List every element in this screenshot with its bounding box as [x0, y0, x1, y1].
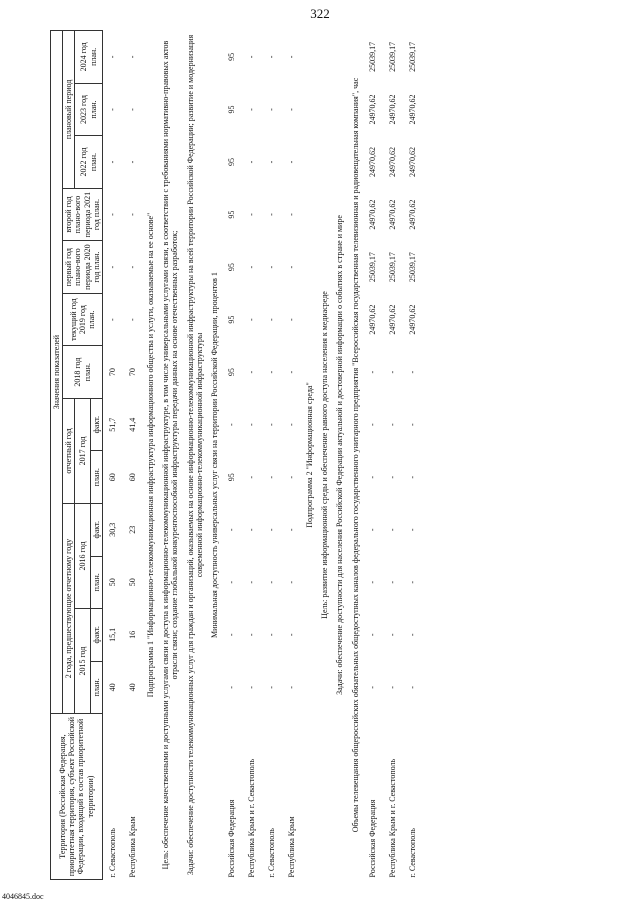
value-cell: - [247, 370, 257, 374]
table-row [403, 31, 423, 880]
value-cell: - [267, 318, 277, 321]
header-2024: 2024 год план. [75, 31, 103, 84]
value-cell: 25039,17 [408, 41, 418, 72]
section-task-2 [332, 31, 347, 880]
value-cell: - [227, 423, 237, 427]
table-row [383, 31, 403, 880]
value-cell: - [388, 686, 398, 689]
value-cell: - [267, 213, 277, 216]
value-cell: - [408, 686, 418, 689]
value-cell: - [267, 475, 277, 479]
value-cell: - [388, 580, 398, 584]
value-cell: - [368, 686, 378, 689]
header-reporting-year: отчетный год [63, 398, 75, 503]
value-cell: - [128, 160, 138, 164]
value-cell: - [247, 528, 257, 532]
section-text: Задачи: обеспечение доступности для населения Российской Федерации актуальной и достоверной информации о событиях в стране и мире [335, 215, 345, 695]
value-cell: - [227, 580, 237, 584]
header-values-title: Значения показателей [51, 31, 63, 714]
value-cell: 95 [227, 210, 237, 219]
value-cell: - [368, 633, 378, 637]
value-cell: 24970,62 [368, 147, 378, 178]
value-cell: 95 [227, 473, 237, 482]
value-cell: - [128, 55, 138, 59]
value-cell: - [267, 265, 277, 269]
document-code: 4046845.doc [2, 892, 44, 901]
value-cell: 16 [128, 630, 138, 639]
header-current-year: текущий год 2019 год план. [63, 293, 103, 346]
value-cell: - [388, 423, 398, 427]
header-plan: план. [90, 661, 102, 714]
territory-cell: г. Севастополь [408, 828, 418, 878]
header-fact: факт. [90, 398, 102, 451]
value-cell: 25039,17 [368, 41, 378, 72]
header-2022: 2022 год план. [75, 136, 103, 189]
value-cell: - [408, 528, 418, 532]
table-body [102, 31, 422, 880]
table-row [222, 31, 242, 880]
header-2017: 2017 год [75, 398, 90, 503]
value-cell: - [227, 686, 237, 689]
value-cell: - [108, 55, 118, 59]
value-cell: - [388, 633, 398, 637]
value-cell: - [368, 528, 378, 532]
section-indicator-1 [207, 31, 222, 880]
value-cell: 25039,17 [408, 252, 418, 283]
value-cell: - [287, 423, 297, 427]
indicators-table [50, 30, 423, 880]
value-cell: - [108, 318, 118, 321]
section-text: Подпрограмма 1 "Информационно-телекоммуникационная инфраструктура информационного общества и услуги, оказываемые на ее основе" [145, 212, 155, 698]
value-cell: 95 [227, 263, 237, 272]
value-cell: - [247, 633, 257, 637]
section-indicator-2 [348, 31, 363, 880]
value-cell: 25039,17 [388, 41, 398, 72]
value-cell: - [247, 265, 257, 269]
section-text: Подпрограмма 2 "Информационная среда" [305, 382, 315, 528]
value-cell: 24970,62 [388, 147, 398, 178]
section-goal-1 [158, 31, 182, 880]
value-cell: - [287, 475, 297, 479]
value-cell: - [368, 423, 378, 427]
value-cell: - [267, 528, 277, 532]
value-cell: 24970,62 [368, 94, 378, 125]
page-number: 322 [310, 6, 330, 21]
value-cell: - [287, 686, 297, 689]
table-header [51, 31, 103, 880]
value-cell: - [128, 213, 138, 216]
value-cell: 24970,62 [408, 147, 418, 178]
value-cell: - [128, 318, 138, 321]
header-territory: Территория (Российская Федерация, приоритетная территория, субъект Российской Федерации, входящий в состав приоритетной территории) [51, 714, 103, 880]
value-cell: 51,7 [108, 417, 118, 432]
value-cell: 70 [108, 368, 118, 377]
territory-cell: Российская Федерация [227, 799, 237, 878]
section-text: Цель: развитие информационной среды и обеспечение равного доступа населения к медиасреде [320, 291, 330, 619]
value-cell: 60 [108, 473, 118, 482]
header-plan: план. [90, 451, 102, 504]
section-text: Минимальная доступность универсальных услуг связи на территории Российской Федерации, процентов 1 [209, 272, 219, 638]
header-plan: план. [90, 556, 102, 609]
header-2018: 2018 год план. [63, 346, 103, 399]
value-cell: 24970,62 [368, 304, 378, 335]
section-text: Задачи: обеспечение доступности телекоммуникационных услуг для граждан и организаций, оказываемых на основе информационно-телекоммуникационной инфраструктуры на всей территории Российской Федерации; развитие и модернизация современной информационно-телекоммуникационной инфраструктуры [185, 34, 204, 876]
value-cell: 50 [108, 578, 118, 587]
value-cell: 24970,62 [388, 304, 398, 335]
value-cell: - [247, 55, 257, 59]
section-task-1 [183, 31, 207, 880]
value-cell: - [287, 370, 297, 374]
value-cell: - [368, 475, 378, 479]
value-cell: 24970,62 [388, 94, 398, 125]
value-cell: - [287, 213, 297, 216]
table-row [102, 31, 123, 880]
value-cell: 25039,17 [388, 252, 398, 283]
value-cell: - [267, 160, 277, 164]
value-cell: 24970,62 [388, 199, 398, 230]
value-cell: - [287, 55, 297, 59]
value-cell: 60 [128, 473, 138, 482]
table-row [123, 31, 143, 880]
value-cell: - [267, 108, 277, 111]
section-subprogram-1 [143, 31, 158, 880]
value-cell: - [287, 318, 297, 321]
value-cell: - [247, 108, 257, 111]
value-cell: 95 [227, 315, 237, 324]
value-cell: - [287, 108, 297, 111]
value-cell: - [108, 108, 118, 111]
value-cell: - [368, 370, 378, 374]
table-row [242, 31, 262, 880]
territory-cell: Республика Крым и г. Севастополь [388, 758, 398, 878]
value-cell: - [247, 423, 257, 427]
value-cell: - [267, 633, 277, 637]
header-second-year: второй год плано-вого периода 2021 год план. [63, 188, 103, 241]
value-cell: 70 [128, 368, 138, 377]
value-cell: 50 [128, 578, 138, 587]
value-cell: - [227, 633, 237, 637]
value-cell: 30,3 [108, 522, 118, 537]
table-row [282, 31, 302, 880]
header-two-years: 2 года, предшествующие отчетному году [63, 503, 75, 713]
value-cell: - [287, 580, 297, 584]
value-cell: 24970,62 [408, 304, 418, 335]
territory-cell: Республика Крым и г. Севастополь [247, 758, 257, 878]
value-cell: 23 [128, 525, 138, 534]
value-cell: - [408, 423, 418, 427]
value-cell: - [267, 686, 277, 689]
value-cell: - [267, 370, 277, 374]
value-cell: - [247, 213, 257, 216]
value-cell: - [247, 160, 257, 164]
value-cell: - [408, 580, 418, 584]
header-fact: факт. [90, 503, 102, 556]
value-cell: - [388, 370, 398, 374]
section-goal-2 [317, 31, 332, 880]
value-cell: - [267, 55, 277, 59]
value-cell: 41,4 [128, 417, 138, 432]
value-cell: 95 [227, 368, 237, 377]
value-cell: 25039,17 [368, 252, 378, 283]
value-cell: - [408, 370, 418, 374]
value-cell: - [128, 108, 138, 111]
value-cell: - [108, 213, 118, 216]
value-cell: - [267, 423, 277, 427]
header-2016: 2016 год [75, 503, 90, 608]
value-cell: - [287, 160, 297, 164]
value-cell: - [247, 580, 257, 584]
value-cell: - [247, 318, 257, 321]
header-2015: 2015 год [75, 609, 90, 714]
header-fact: факт. [90, 609, 102, 662]
value-cell: - [108, 265, 118, 269]
header-2023: 2023 год план. [75, 83, 103, 136]
territory-cell: Республика Крым [287, 816, 297, 878]
table-row [363, 31, 383, 880]
value-cell: - [287, 265, 297, 269]
value-cell: - [128, 265, 138, 269]
value-cell: - [388, 475, 398, 479]
value-cell: - [287, 528, 297, 532]
value-cell: - [227, 528, 237, 532]
table-row [262, 31, 282, 880]
value-cell: - [408, 633, 418, 637]
value-cell: - [247, 686, 257, 689]
value-cell: - [267, 580, 277, 584]
territory-cell: Республика Крым [128, 816, 138, 878]
value-cell: 40 [128, 683, 138, 692]
rotated-table-area [50, 30, 590, 880]
value-cell: 95 [227, 105, 237, 114]
value-cell: - [408, 475, 418, 479]
value-cell: 40 [108, 683, 118, 692]
value-cell: - [388, 528, 398, 532]
header-first-year: первый год плано-вого периода 2020 год план. [63, 241, 103, 294]
value-cell: 95 [227, 158, 237, 167]
value-cell: 24970,62 [408, 199, 418, 230]
section-text: Объемы телевещания общероссийских обязательных общедоступных каналов федерального государственного унитарного предприятия "Всероссийская государственная телевизионная и радиовещательная компания", час [350, 77, 360, 833]
value-cell: - [287, 633, 297, 637]
header-planned-period: плановый период [63, 31, 75, 189]
value-cell: 95 [227, 52, 237, 61]
section-subprogram-2 [302, 31, 317, 880]
territory-cell: Российская Федерация [368, 799, 378, 878]
section-text: Цель: обеспечение качественными и доступными услугами связи и доступа к информационно-телекоммуникационной инфраструктуре, в том числе универсальными услугами связи, в соответствии с требованиями нормативно-правовых актов отрасли связи; создание глобальной конкурентоспособной инфраструктуры передачи данных на основе отечественных разработок; [161, 40, 180, 870]
territory-cell: г. Севастополь [267, 828, 277, 878]
territory-cell: г. Севастополь [108, 828, 118, 878]
value-cell: 24970,62 [408, 94, 418, 125]
value-cell: - [108, 160, 118, 164]
value-cell: 15,1 [108, 627, 118, 642]
value-cell: - [247, 475, 257, 479]
value-cell: - [368, 580, 378, 584]
value-cell: 24970,62 [368, 199, 378, 230]
